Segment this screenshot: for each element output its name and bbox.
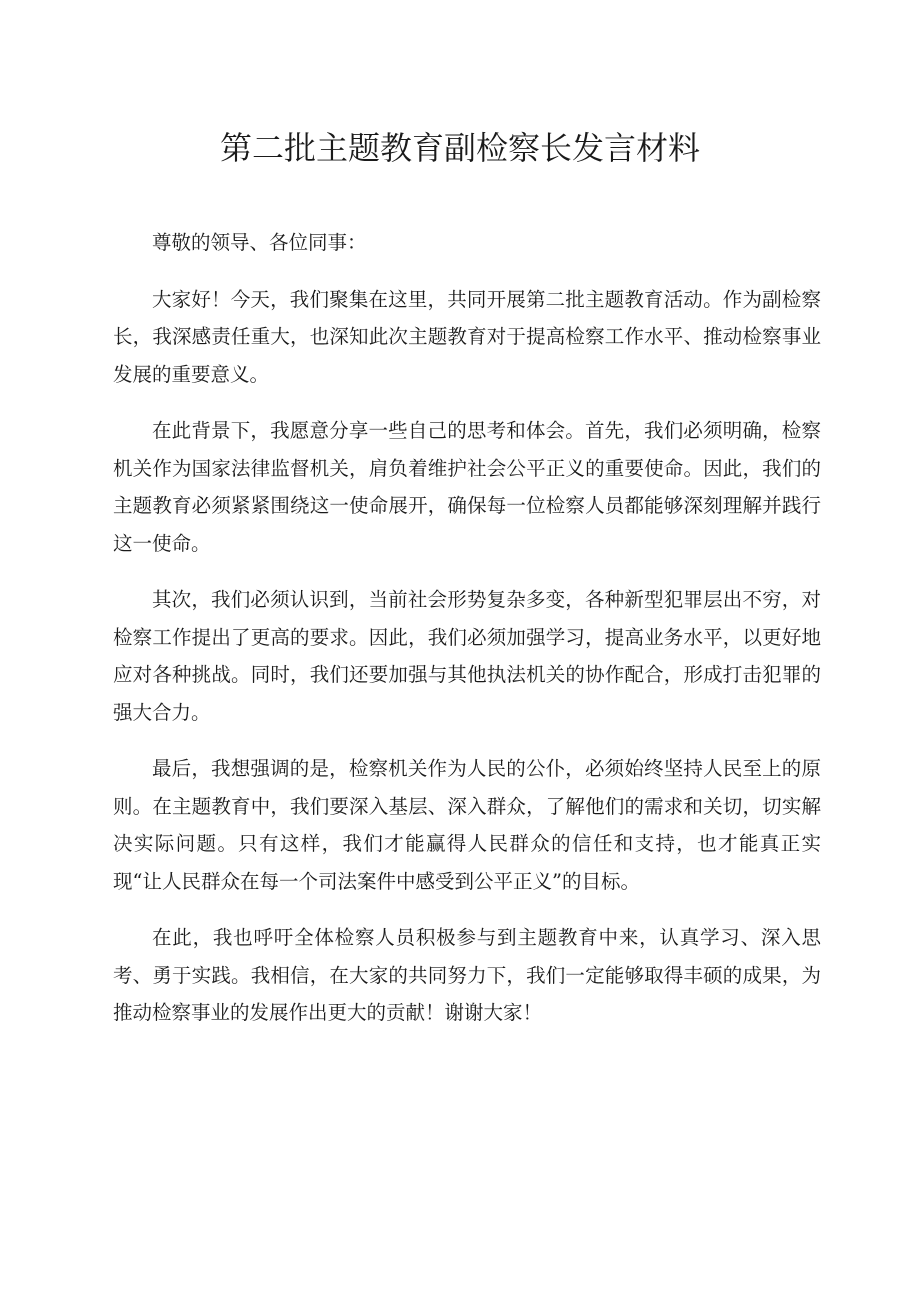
closing-paragraph: 在此，我也呼吁全体检察人员积极参与到主题教育中来，认真学习、深入思考、勇于实践。我相信，在大家的共同努力下，我们一定能够取得丰硕的成果，为推动检察事业的发展作出更大的贡献！谢谢大家！	[113, 926, 821, 1024]
document-body	[113, 224, 821, 1051]
body-paragraph: 最后，我想强调的是，检察机关作为人民的公仆，必须始终坚持人民至上的原则。在主题教育中，我们要深入基层、深入群众，了解他们的需求和关切，切实解决实际问题。只有这样，我们才能赢得人民群众的信任和支持，也才能真正实现“让人民群众在每一个司法案件中感受到公平正义”的目标。	[113, 757, 821, 893]
body-paragraph: 在此背景下，我愿意分享一些自己的思考和体会。首先，我们必须明确，检察机关作为国家法律监督机关，肩负着维护社会公平正义的重要使命。因此，我们的主题教育必须紧紧围绕这一使命展开，确保每一位检察人员都能够深刻理解并践行这一使命。	[113, 419, 821, 555]
body-paragraph: 大家好！今天，我们聚集在这里，共同开展第二批主题教育活动。作为副检察长，我深感责任重大，也深知此次主题教育对于提高检察工作水平、推动检察事业发展的重要意义。	[113, 287, 821, 386]
body-paragraph: 其次，我们必须认识到，当前社会形势复杂多变，各种新型犯罪层出不穷，对检察工作提出了更高的要求。因此，我们必须加强学习，提高业务水平，以更好地应对各种挑战。同时，我们还要加强与其他执法机关的协作配合，形成打击犯罪的强大合力。	[113, 588, 821, 724]
salutation-paragraph: 尊敬的领导、各位同事：	[152, 231, 367, 254]
document-title: 第二批主题教育副检察长发言材料	[219, 129, 700, 167]
